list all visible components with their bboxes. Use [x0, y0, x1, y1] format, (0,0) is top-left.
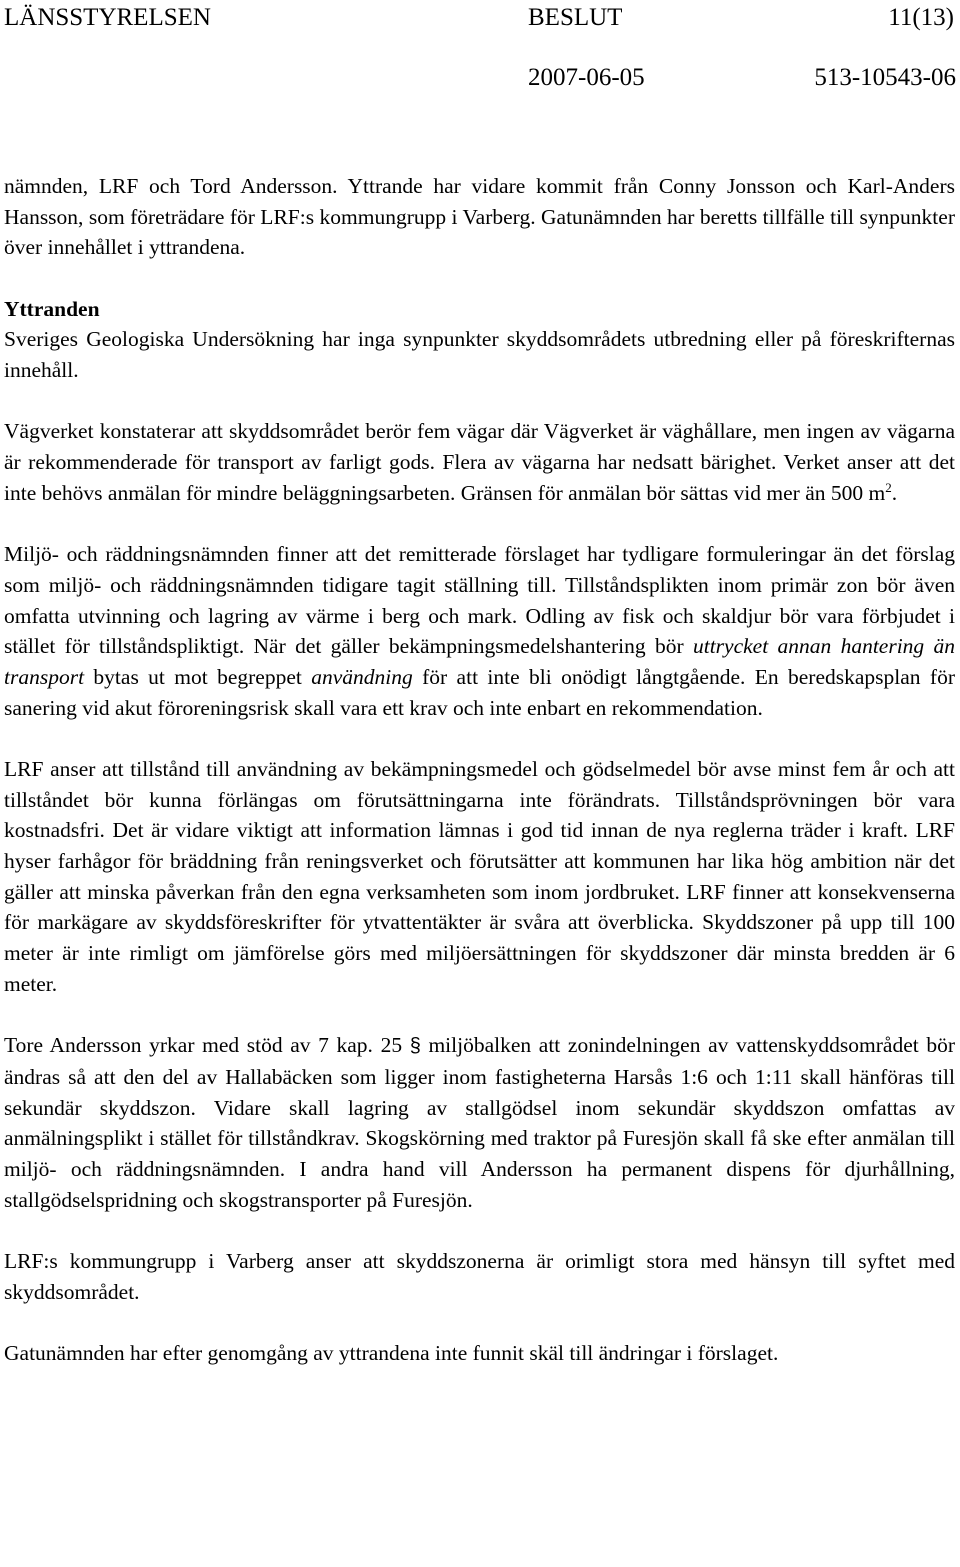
miljo-text-b: bytas ut mot begreppet [84, 664, 312, 689]
document-type: BESLUT [528, 4, 623, 31]
paragraph-gatunamnden: Gatunämnden har efter genomgång av yttrandena inte funnit skäl till ändringar i förslaget. [4, 1340, 779, 1365]
vagverket-text: Vägverket konstaterar att skyddsområdet berör fem vägar där Vägverket är väghållare, men ingen av vägarna är rekommenderade för transport av farligt gods. Flera av vägarna har nedsatt bärighet. Verket anser att det inte behövs anmälan för mindre beläggningsarbeten. Gränsen för anmälan bör sättas vid mer än 500 m [4, 419, 955, 505]
document-body [4, 171, 955, 1369]
case-number: 513-10543-06 [814, 64, 956, 91]
tore-text-a: Tore Andersson yrkar med stöd av 7 kap. 25 [4, 1033, 410, 1058]
paragraph-intro: nämnden, LRF och Tord Andersson. Yttrande har vidare kommit från Conny Jonsson och Karl-Anders Hansson, som företrädare för LRF:s kommungrupp i Varberg. Gatunämnden har beretts tillfälle till synpunkter över innehållet i yttrandena. [4, 174, 955, 260]
section-heading: Yttranden [4, 296, 100, 321]
paragraph-miljo [4, 539, 955, 723]
superscript-2: 2 [885, 479, 892, 495]
paragraph-tore [4, 1030, 955, 1215]
vagverket-end: . [891, 480, 898, 505]
miljo-text-a: Miljö- och räddningsnämnden finner att det remitterade förslaget har tydligare formuleringar än det förslag som miljö- och räddningsnämnden tidigare tagit ställning till. Tillståndsplikten inom primär zon bör även omfatta utvinning och lagring av värme i berg och mark. Odling av fisk och skaldjur bör vara förbjudet i stället för tillståndspliktigt. När det gäller bekämpningsmedelshantering bör [4, 542, 955, 659]
paragraph-vagverket [4, 416, 955, 508]
paragraph-kommungrupp: LRF:s kommungrupp i Varberg anser att skyddszonerna är orimligt stora med hänsyn till syftet med skyddsområdet. [4, 1248, 955, 1304]
section-sign: § [409, 1035, 421, 1058]
page-number: 11(13) [888, 4, 954, 31]
miljo-italic-1: uttrycket annan hantering än transport [4, 634, 955, 689]
paragraph-lrf: LRF anser att tillstånd till användning av bekämpningsmedel och gödselmedel bör avse minst fem år och att tillståndet bör kunna förlängas om förutsättningarna inte förändrats. Tillståndsprövningen bör vara kostnadsfri. Det är vidare viktigt att information lämnas i god tid innan de nya reglerna träder i kraft. LRF hyser farhågor för bräddning från reningsverket och förutsätter att kommunen har lika hög ambition när det gäller att minska påverkan från den egna verksamheten som inom jordbruket. LRF finner att konsekvenserna för markägare av skyddsföreskrifter för ytvattentäkter är svåra att överblicka. Skyddszoner på upp till 100 meter är inte rimligt om jämförelse görs med miljöersättningen för skyddszoner där minsta bredden är 6 meter. [4, 756, 955, 996]
miljo-italic-2: användning [311, 664, 413, 689]
paragraph-sgu: Sveriges Geologiska Undersökning har inga synpunkter skyddsområdets utbredning eller på föreskrifternas innehåll. [4, 327, 955, 383]
tore-text-b: miljöbalken att zonindelningen av vattenskyddsområdet bör ändras så att den del av Hallabäcken som ligger inom fastigheterna Harsås 1:6 och 1:11 skall hänföras till sekundär skyddszon. Vidare skall lagring av stallgödsel inom sekundär skyddszon omfattas av anmälningsplikt i stället för tillståndkrav. Skogskörning med traktor på Furesjön skall få ske efter anmälan till miljö- och räddningsnämnden. I andra hand vill Andersson ha permanent dispens för djurhållning, stallgödselspridning och skogstransporter på Furesjön. [4, 1033, 955, 1212]
decision-date: 2007-06-05 [528, 64, 645, 91]
miljo-text-c: för att inte bli onödigt långtgående. En beredskapsplan för sanering vid akut föroreningsrisk skall vara ett krav och inte enbart en rekommendation. [4, 664, 955, 720]
authority-name: LÄNSSTYRELSEN [4, 4, 211, 31]
